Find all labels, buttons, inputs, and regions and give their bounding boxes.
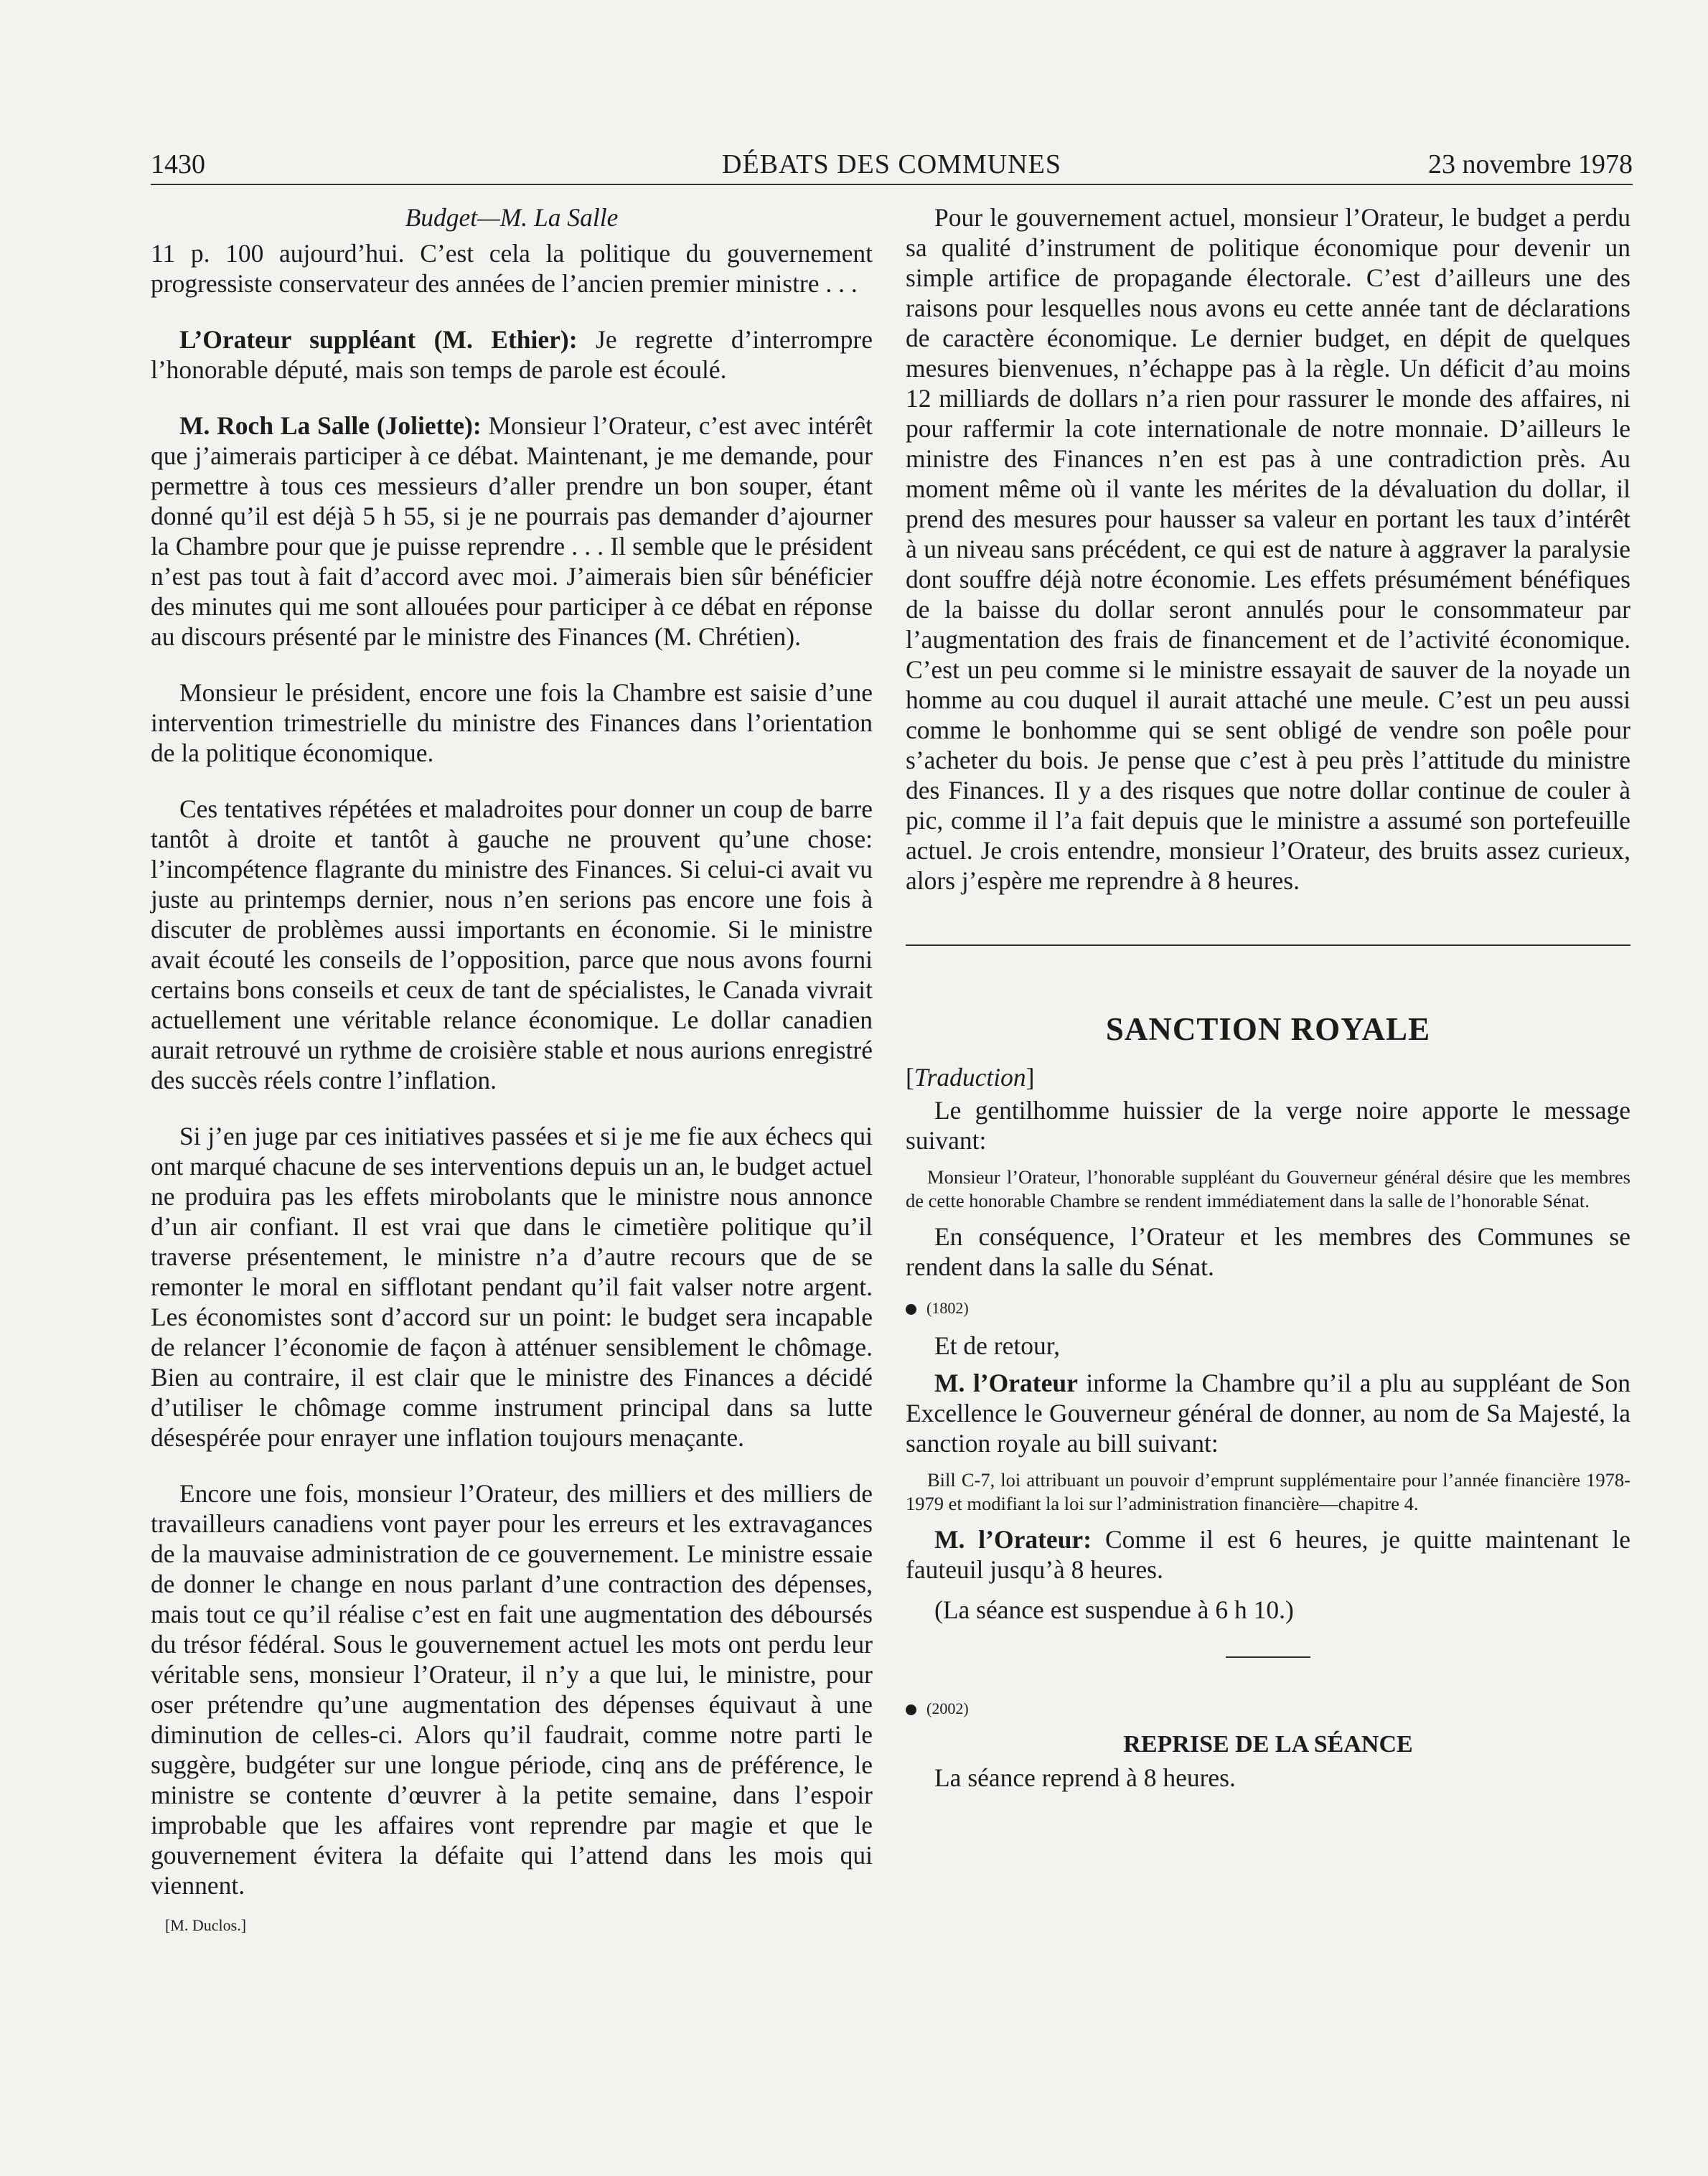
paragraph: (La séance est suspendue à 6 h 10.) [934, 1595, 1294, 1624]
speaker-name: M. l’Orateur [934, 1369, 1078, 1397]
left-column [151, 202, 873, 1936]
bullet-icon [906, 1304, 916, 1315]
page-header [151, 146, 1633, 185]
speaker-name: M. Roch La Salle (Joliette): [179, 411, 482, 440]
speech-text: Comme il est 6 heures, je quitte maintenant le fauteuil jusqu’à 8 heures. [906, 1525, 1630, 1584]
running-subheading: Budget—M. La Salle [405, 203, 619, 232]
paragraph: Le gentilhomme huissier de la verge noire apporte le message suivant: [906, 1096, 1630, 1155]
quoted-message: Monsieur l’Orateur, l’honorable suppléant du Gouverneur général désire que les membres de cette honorable Chambre se rendent immédiatement dans la salle de l’honorable Sénat. [906, 1166, 1630, 1211]
paragraph: La séance reprend à 8 heures. [934, 1763, 1236, 1792]
right-column [906, 202, 1630, 1793]
paragraph: 11 p. 100 aujourd’hui. C’est cela la politique du gouvernement progressiste conservateur des années de l’ancien premier ministre . . . [151, 239, 873, 298]
time-marker: (1802) [906, 1298, 1630, 1319]
page-date: 23 novembre 1978 [1428, 149, 1633, 179]
paragraph [906, 1524, 1630, 1585]
speech-text: informe la Chambre qu’il a plu au suppléant de Son Excellence le Gouverneur général de donner, au nom de Sa Majesté, la sanction royale au bill suivant: [906, 1369, 1630, 1458]
page-number: 1430 [151, 149, 205, 179]
paragraph: Si j’en juge par ces initiatives passées et si je me fie aux échecs qui ont marqué chacune de ses interventions depuis un an, le budget actuel ne produira pas les effets mirobolants que le ministre nous annonce d’un air confiant. Il est vrai que dans le cimetière politique qu’il traverse présentement, le ministre n’a d’autre recours que de se remonter le moral en sifflotant pendant qu’il fait valser notre argent. Les économistes sont d’accord sur un point: le budget sera incapable de relancer l’économie de façon à atténuer sensiblement le chômage. Bien au contraire, il est clair que le ministre des Finances a décidé d’utiliser le chômage comme instrument principal dans sa lutte désespérée pour enrayer une inflation toujours menaçante. [151, 1122, 873, 1452]
bullet-icon [906, 1704, 916, 1715]
section-heading: SANCTION ROYALE [1105, 1011, 1431, 1047]
section-divider [906, 944, 1630, 946]
publication-title: DÉBATS DES COMMUNES [722, 149, 1061, 179]
paragraph: Monsieur le président, encore une fois la Chambre est saisie d’une intervention trimestrielle du ministre des Finances dans l’orientation de la politique économique. [151, 678, 873, 767]
paragraph: Et de retour, [934, 1331, 1061, 1360]
paragraph [151, 411, 873, 652]
translation-note: [Traduction] [906, 1063, 1035, 1092]
speaker-footnote: [M. Duclos.] [165, 1916, 247, 1934]
paragraph: En conséquence, l’Orateur et les membres des Communes se rendent dans la salle du Sénat. [906, 1222, 1630, 1281]
subsection-heading: REPRISE DE LA SÉANCE [1123, 1731, 1413, 1758]
paragraph: Encore une fois, monsieur l’Orateur, des milliers et des milliers de travailleurs canadiens vont payer pour les erreurs et les extravagances de la mauvaise administration de ce gouvernement. Le ministre essaie de donner le change en nous parlant d’une contraction des dépenses, mais tout ce qu’il réalise c’est en fait une augmentation des déboursés du trésor fédéral. Sous le gouvernement actuel les mots ont perdu leur véritable sens, monsieur l’Orateur, il n’y a que lui, le ministre, pour oser prétendre qu’une augmentation des dépenses équivaut à une diminution de celles-ci. Alors qu’il faudrait, comme notre parti le suggère, budgéter sur une longue période, cinq ans de préférence, le ministre se contente d’œuvrer à la petite semaine, dans l’espoir improbable que les affaires vont reprendre par magie et que le gouvernement évitera la défaite qui l’attend dans les mois qui viennent. [151, 1479, 873, 1900]
bill-text: Bill C-7, loi attribuant un pouvoir d’emprunt supplémentaire pour l’année financière 1978-1979 et modifiant la loi sur l’administration financière—chapitre 4. [906, 1469, 1630, 1514]
short-divider [1226, 1656, 1310, 1658]
translation-label: Traduction [914, 1063, 1026, 1092]
speaker-name: L’Orateur suppléant (M. Ethier): [179, 325, 578, 354]
speech-text: Je regrette d’interrompre l’honorable député, mais son temps de parole est écoulé. [151, 325, 873, 384]
paragraph [151, 324, 873, 385]
speech-text: Monsieur l’Orateur, c’est avec intérêt que j’aimerais participer à ce débat. Maintenant, je me demande, pour permettre à tous ces messieurs d’aller prendre un bon souper, étant donné qu’il est déjà 5 h 55, si je ne pourrais pas demander d’ajourner la Chambre pour que je puisse reprendre . . . Il semble que le président n’est pas tout à fait d’accord avec moi. J’aimerais bien sûr bénéficier des minutes qui me sont allouées pour participer à ce débat en réponse au discours présenté par le ministre des Finances (M. Chrétien). [151, 411, 873, 651]
paragraph [906, 1368, 1630, 1458]
speaker-name: M. l’Orateur: [934, 1525, 1092, 1554]
time-marker: (2002) [906, 1698, 1630, 1720]
paragraph: Ces tentatives répétées et maladroites pour donner un coup de barre tantôt à droite et tantôt à gauche ne prouvent qu’une chose: l’incompétence flagrante du ministre des Finances. Si celui-ci avait vu juste au printemps dernier, nous n’en serions pas encore une fois à discuter de problèmes aussi importants en économie. Si le ministre avait écouté les conseils de l’opposition, parce que nous avons fourni certains bons conseils et ceux de tant de spécialistes, le Canada vivrait actuellement une véritable relance économique. Le dollar canadien aurait retrouvé un rythme de croisière stable et nous aurions enregistré des succès réels contre l’inflation. [151, 794, 873, 1094]
paragraph: Pour le gouvernement actuel, monsieur l’Orateur, le budget a perdu sa qualité d’instrument de politique économique pour devenir un simple artifice de propagande électorale. C’est d’ailleurs une des raisons pour lesquelles nous avons eu cette année tant de déclarations de caractère économique. Le dernier budget, en dépit de quelques mesures bienvenues, n’échappe pas à la règle. Un déficit d’au moins 12 milliards de dollars n’a rien pour rassurer le monde des affaires, ni pour raffermir la cote internationale de notre monnaie. D’ailleurs le ministre des Finances n’en est pas à une contradiction près. Au moment même où il vante les mérites de la dévaluation du dollar, il prend des mesures pour hausser sa valeur en portant les taux d’intérêt à un niveau sans précédent, ce qui est de nature à aggraver la paralysie dont souffre déjà notre économie. Les effets présumément bénéfiques de la baisse du dollar seront annulés pour le consommateur par l’augmentation des frais de financement et de l’activité économique. C’est un peu comme si le ministre essayait de sauver de la noyade un homme au cou duquel il aurait attaché une meule. C’est un peu aussi comme le bonhomme qui se sent obligé de vendre son poêle pour s’acheter du bois. Je pense que c’est à peu près l’attitude du ministre des Finances. Il y a des risques que notre dollar continue de couler à pic, comme il l’a fait depuis que le ministre a assumé son portefeuille actuel. Je crois entendre, monsieur l’Orateur, des bruits assez curieux, alors j’espère me reprendre à 8 heures. [906, 203, 1630, 895]
